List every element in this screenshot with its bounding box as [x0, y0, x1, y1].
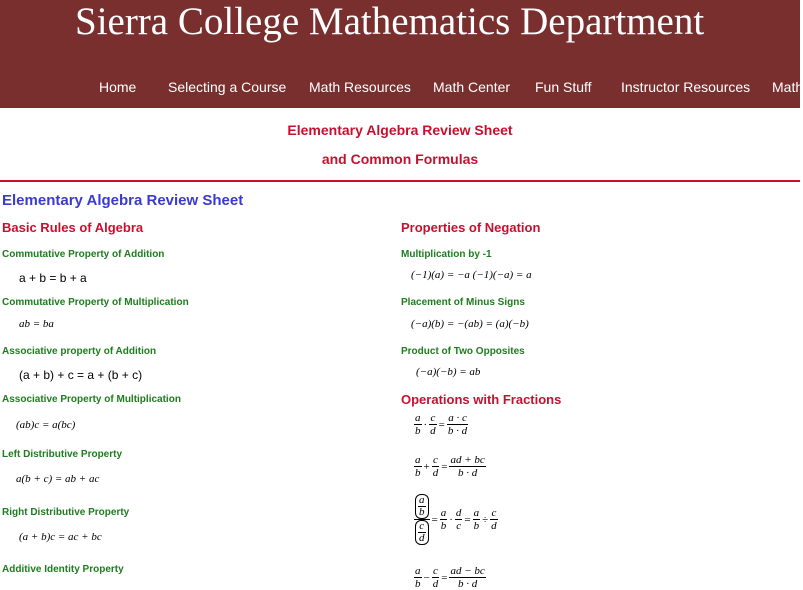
property-formula: (a + b)c = ac + bc [19, 531, 102, 543]
property-name: Placement of Minus Signs [401, 297, 525, 308]
fraction-multiply-formula: $\frac{a}{b}$ · $\frac{c}{d}$ = $\frac{a \cdot c}{b \cdot d}$ [415, 412, 468, 437]
nav-fun-stuff[interactable]: Fun Stuff [535, 79, 592, 95]
property-name: Associative Property of Multiplication [2, 394, 181, 405]
fraction-subtract-formula: $\frac{a}{b}$ − $\frac{c}{d}$ = $\frac{ad - bc}{b \cdot d}$ [415, 565, 485, 590]
main-title: Elementary Algebra Review Sheet [2, 192, 244, 209]
property-name: Additive Identity Property [2, 564, 124, 575]
nav-home[interactable]: Home [99, 79, 137, 95]
property-formula: a(b + c) = ab + ac [16, 473, 100, 485]
site-header [0, 0, 803, 108]
property-name: Multiplication by -1 [401, 249, 492, 260]
main-nav [0, 78, 803, 96]
page-heading-line1: Elementary Algebra Review Sheet [287, 122, 513, 138]
nav-selecting-a-course[interactable]: Selecting a Course [168, 79, 287, 95]
property-name: Product of Two Opposites [401, 346, 525, 357]
property-formula: (−1)(a) = −a (−1)(−a) = a [411, 269, 532, 281]
property-formula: ab = ba [19, 318, 54, 330]
page-heading-line2: and Common Formulas [321, 151, 479, 167]
property-formula: (−a)(b) = −(ab) = (a)(−b) [411, 318, 529, 330]
basic-rules-title: Basic Rules of Algebra [2, 220, 144, 235]
site-title: Sierra College Mathematics Department [75, 0, 705, 43]
negation-title: Properties of Negation [401, 220, 541, 235]
fractions-title: Operations with Fractions [401, 392, 562, 407]
property-name: Commutative Property of Multiplication [2, 297, 189, 308]
nav-math-center[interactable]: Math Center [433, 79, 511, 95]
nav-math-more[interactable]: Math [772, 79, 803, 95]
property-name: Right Distributive Property [2, 507, 130, 518]
property-name: Left Distributive Property [2, 449, 123, 460]
property-name: Commutative Property of Addition [2, 249, 165, 260]
nav-instructor-resources[interactable]: Instructor Resources [621, 79, 751, 95]
property-formula: (a + b) + c = a + (b + c) [19, 368, 143, 382]
heading-divider [0, 180, 800, 182]
property-formula: a + b = b + a [19, 271, 87, 285]
property-name: Associative property of Addition [2, 346, 157, 357]
nav-math-resources[interactable]: Math Resources [309, 79, 411, 95]
property-formula: (ab)c = a(bc) [16, 419, 76, 431]
fraction-divide-formula: $\frac{\frac{a}{b}}{\frac{c}{d}}$ = $\frac{a}{b}$ · $\frac{d}{c}$ = $\frac{a}{b}$ ÷ $\frac{c}{d}$ [414, 494, 498, 545]
fraction-add-formula: $\frac{a}{b}$ + $\frac{c}{d}$ = $\frac{ad + bc}{b \cdot d}$ [415, 454, 485, 479]
property-formula: (−a)(−b) = ab [416, 366, 481, 378]
